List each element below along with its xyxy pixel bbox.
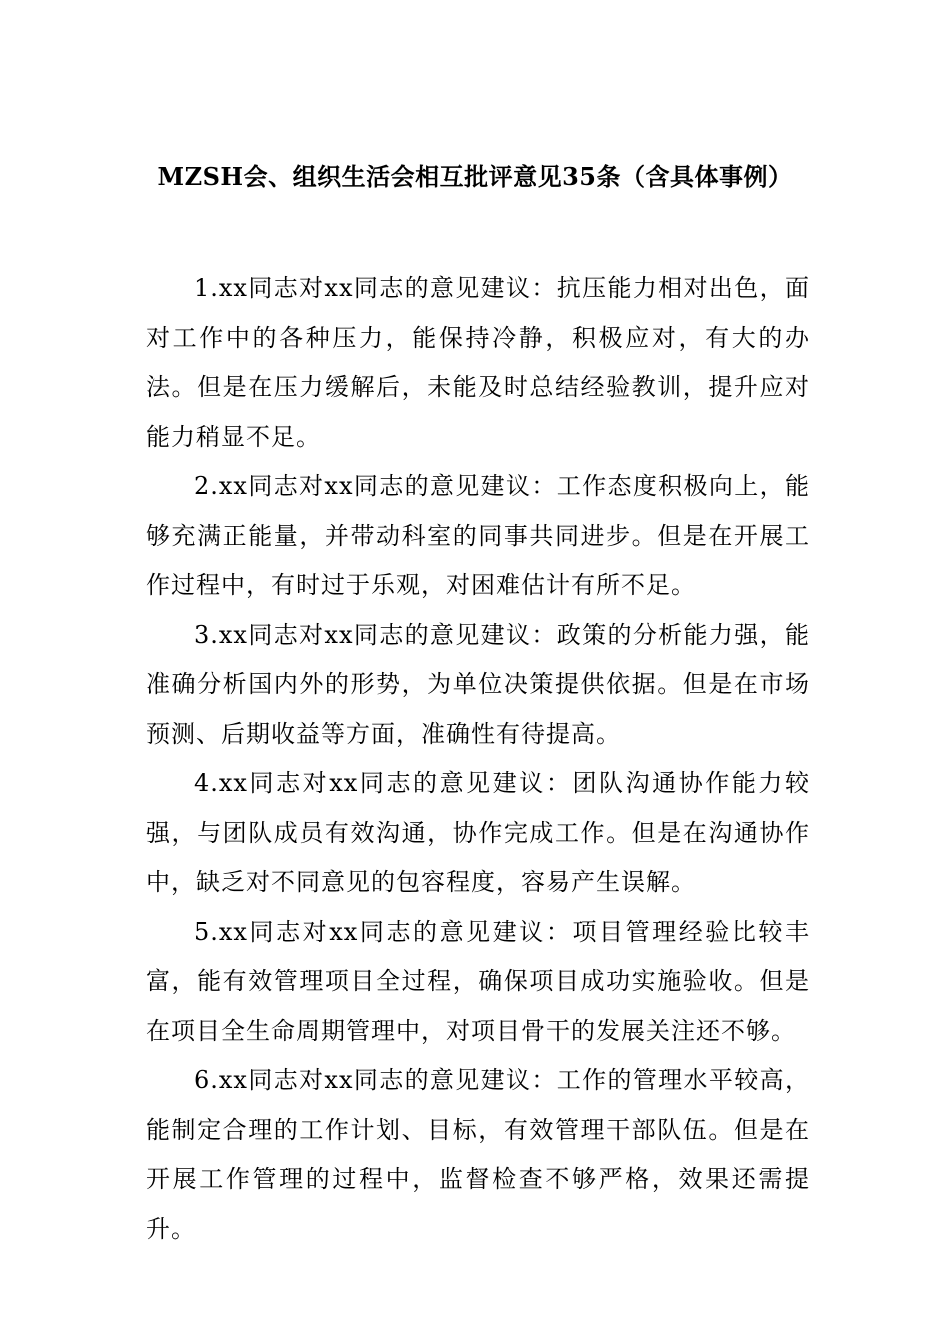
paragraph-3: 3.xx同志对xx同志的意见建议：政策的分析能力强，能准确分析国内外的形势，为单位决策提供依据。但是在市场预测、后期收益等方面，准确性有待提高。	[146, 620, 810, 748]
paragraph-1: 1.xx同志对xx同志的意见建议：抗压能力相对出色，面对工作中的各种压力，能保持冷静，积极应对，有大的办法。但是在压力缓解后，未能及时总结经验教训，提升应对能力稍显不足。	[146, 274, 810, 451]
paragraph-2: 2.xx同志对xx同志的意见建议：工作态度积极向上，能够充满正能量，并带动科室的同事共同进步。但是在开展工作过程中，有时过于乐观，对困难估计有所不足。	[146, 472, 810, 599]
paragraph-4: 4.xx同志对xx同志的意见建议：团队沟通协作能力较强，与团队成员有效沟通，协作完成工作。但是在沟通协作中，缺乏对不同意见的包容程度，容易产生误解。	[146, 769, 810, 896]
paragraph-6: 6.xx同志对xx同志的意见建议：工作的管理水平较高，能制定合理的工作计划、目标，有效管理干部队伍。但是在开展工作管理的过程中，监督检查不够严格，效果还需提升。	[146, 1066, 810, 1243]
document-title: MZSH会、组织生活会相互批评意见35条（含具体事例）	[157, 162, 793, 191]
paragraph-5: 5.xx同志对xx同志的意见建议：项目管理经验比较丰富，能有效管理项目全过程，确保项目成功实施验收。但是在项目全生命周期管理中，对项目骨干的发展关注还不够。	[146, 917, 810, 1045]
document-body	[146, 264, 810, 1254]
